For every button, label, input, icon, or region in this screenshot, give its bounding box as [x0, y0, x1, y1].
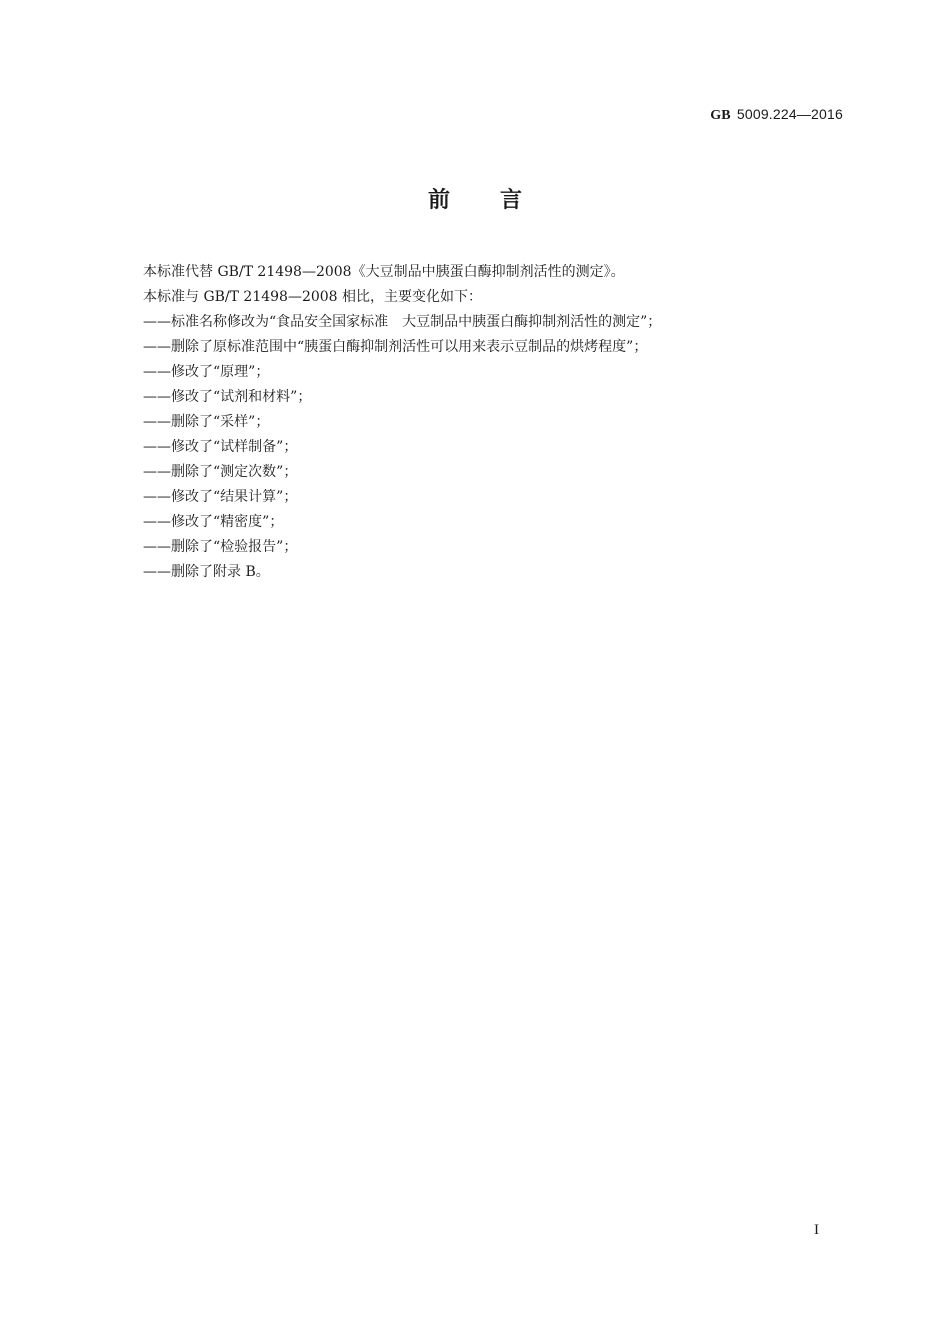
- standard-code: [710, 106, 843, 124]
- change-item: ——修改了“精密度”；: [143, 514, 284, 530]
- preface-line: 本标准代替 GB/T 21498—2008《大豆制品中胰蛋白酶抑制剂活性的测定》。: [143, 264, 625, 280]
- change-item: ——修改了“试样制备”；: [143, 439, 298, 455]
- change-item: ——删除了“测定次数”；: [143, 464, 298, 480]
- standard-prefix: GB: [710, 108, 731, 123]
- standard-number: 5009.224—2016: [736, 106, 843, 122]
- page-number: I: [814, 1222, 819, 1238]
- preface-line: 本标准与 GB/T 21498—2008 相比，主要变化如下：: [143, 289, 483, 305]
- change-item: ——删除了附录 B。: [143, 564, 270, 580]
- preface-body: [143, 260, 843, 585]
- change-item: ——修改了“结果计算”；: [143, 489, 298, 505]
- change-item: ——标准名称修改为“食品安全国家标准 大豆制品中胰蛋白酶抑制剂活性的测定”；: [143, 314, 662, 330]
- change-item: ——删除了“采样”；: [143, 414, 270, 430]
- change-item: ——删除了原标准范围中“胰蛋白酶抑制剂活性可以用来表示豆制品的烘烤程度”；: [143, 339, 648, 355]
- change-item: ——修改了“原理”；: [143, 364, 270, 380]
- page-title: 前言: [427, 188, 572, 213]
- change-item: ——修改了“试剂和材料”；: [143, 389, 312, 405]
- change-item: ——删除了“检验报告”；: [143, 539, 298, 555]
